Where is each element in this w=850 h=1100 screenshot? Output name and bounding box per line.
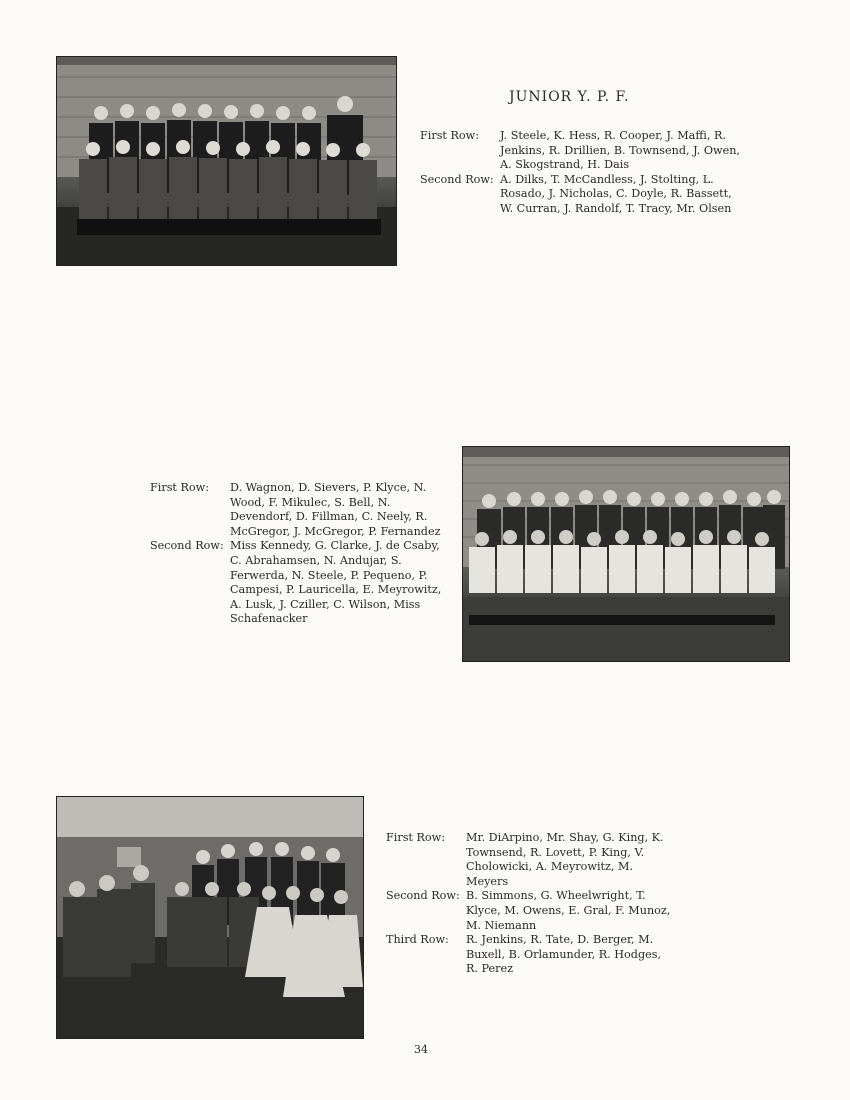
page-title: JUNIOR Y. P. F. bbox=[509, 89, 630, 105]
row-label: First Row: bbox=[386, 831, 445, 844]
row-names: J. Steele, K. Hess, R. Cooper, J. Maffi, R. Jenkins, R. Drillien, B. Townsend, J. Owen, A. Skogstrand, H. Dais bbox=[500, 129, 740, 172]
group-photo-junior-ypf bbox=[57, 57, 396, 265]
row-label: Second Row: bbox=[386, 889, 460, 903]
caption-row bbox=[150, 539, 446, 627]
caption-row bbox=[150, 481, 446, 539]
row-label: Third Row: bbox=[386, 933, 449, 947]
group-photo-girls bbox=[463, 447, 789, 661]
caption-row bbox=[386, 831, 672, 889]
row-label: First Row: bbox=[420, 129, 479, 142]
caption-row bbox=[386, 889, 672, 933]
caption-junior-ypf bbox=[420, 129, 740, 217]
row-names: D. Wagnon, D. Sievers, P. Klyce, N. Wood, F. Mikulec, S. Bell, N. Devendorf, D. Fillman, C. Neely, R. McGregor, J. McGregor, P. Fernandez bbox=[230, 481, 441, 538]
caption-row bbox=[386, 933, 672, 977]
row-names: A. Dilks, T. McCandless, J. Stolting, L. Rosado, J. Nicholas, C. Doyle, R. Bassett, W. Curran, J. Randolf, T. Tracy, Mr. Olsen bbox=[500, 172, 732, 215]
row-names: B. Simmons, G. Wheelwright, T. Klyce, M. Owens, E. Gral, F. Munoz, M. Niemann bbox=[466, 889, 671, 932]
caption-girls-group bbox=[150, 481, 446, 627]
caption-seated-group bbox=[386, 831, 672, 977]
row-label: Second Row: bbox=[150, 539, 224, 553]
row-names: Miss Kennedy, G. Clarke, J. de Csaby, C. Abrahamsen, N. Andujar, S. Ferwerda, N. Steele, P. Pequeno, P. Campesi, P. Lauricella, E. Meyrowitz, A. Lusk, J. Cziller, C. Wilson, Miss Schafenacker bbox=[230, 539, 442, 626]
caption-row bbox=[420, 173, 740, 217]
row-names: Mr. DiArpino, Mr. Shay, G. King, K. Townsend, R. Lovett, P. King, V. Cholowicki, A. Meyrowitz, M. Meyers bbox=[466, 831, 664, 888]
page-number: 34 bbox=[414, 1043, 428, 1056]
caption-row bbox=[420, 129, 740, 173]
row-names: R. Jenkins, R. Tate, D. Berger, M. Buxell, B. Orlamunder, R. Hodges, R. Perez bbox=[466, 933, 662, 976]
row-label: Second Row: bbox=[420, 172, 494, 186]
group-photo-seated bbox=[57, 797, 363, 1038]
row-label: First Row: bbox=[150, 481, 209, 494]
